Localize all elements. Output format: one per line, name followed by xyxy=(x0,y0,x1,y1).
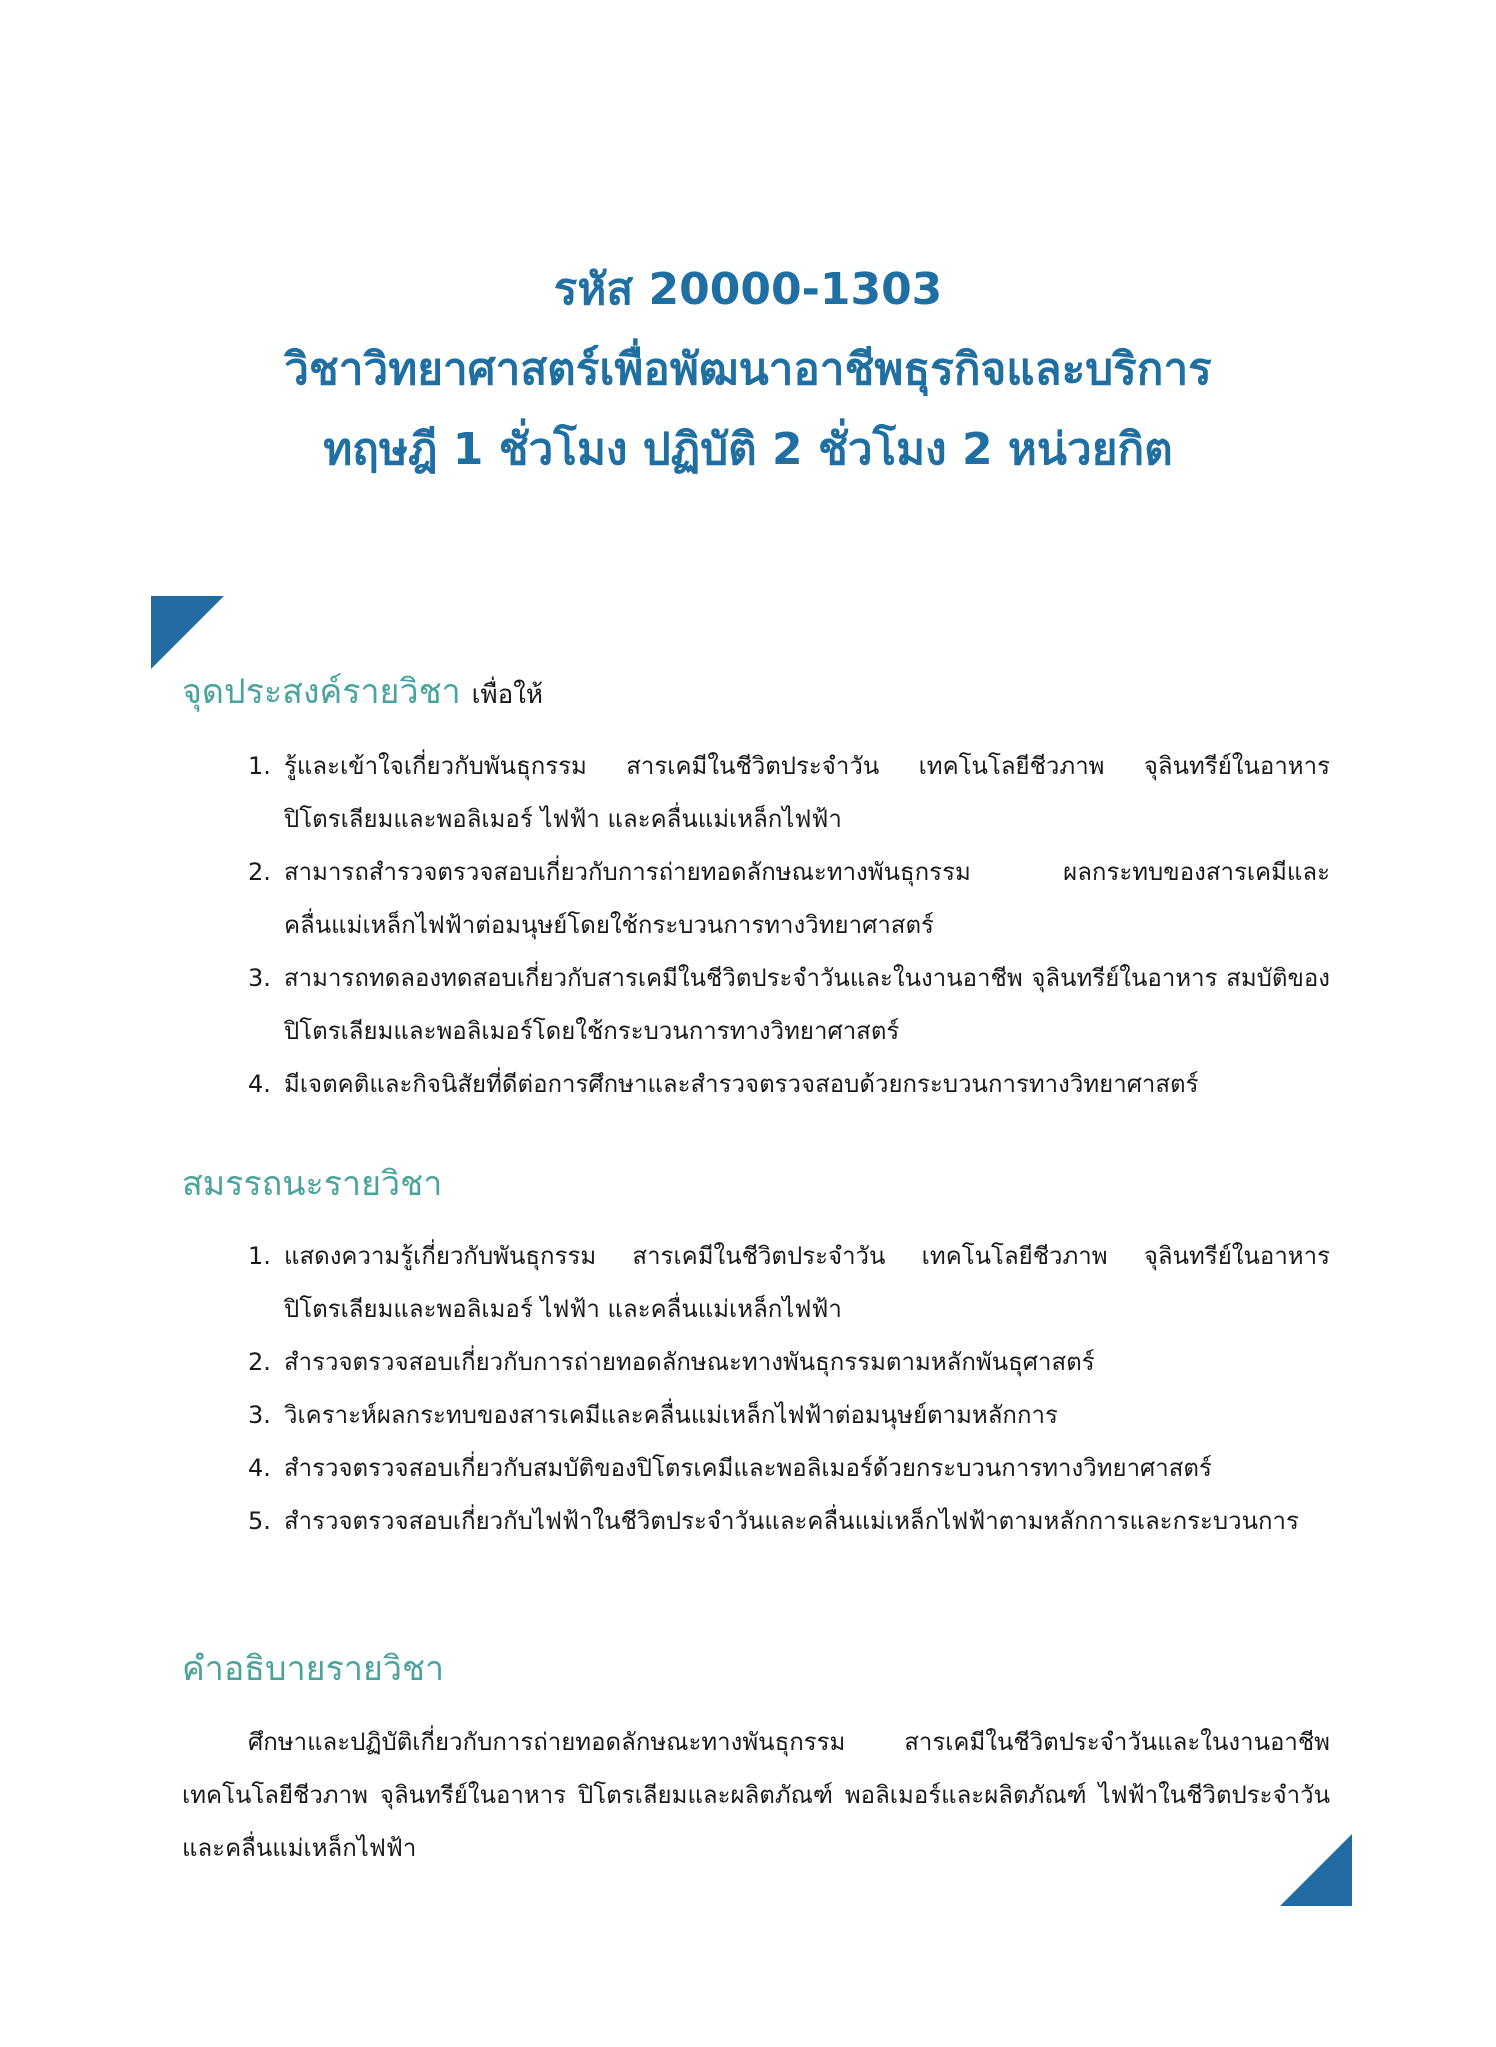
list-item-text: มีเจตคติและกิจนิสัยที่ดีต่อการศึกษาและสำรวจตรวจสอบด้วยกระบวนการทางวิทยาศาสตร์ xyxy=(284,1070,1199,1098)
list-item-text: รู้และเข้าใจเกี่ยวกับพันธุกรรม สารเคมีในชีวิตประจำวัน เทคโนโลยีชีวภาพ จุลินทรีย์ในอาหาร ปิโตรเลียมและพอลิเมอร์ ไฟฟ้า และคลื่นแม่เหล็กไฟฟ้า xyxy=(284,752,1330,833)
competencies-heading: สมรรถนะรายวิชา xyxy=(182,1164,443,1204)
list-item-number: 2. xyxy=(248,858,271,886)
list-item-text: สามารถทดลองทดสอบเกี่ยวกับสารเคมีในชีวิตประจำวันและในงานอาชีพ จุลินทรีย์ในอาหาร สมบัติของปิโตรเลียมและพอลิเมอร์โดยใช้กระบวนการทางวิทยาศาสตร์ xyxy=(284,964,1330,1045)
list-item xyxy=(248,952,1330,1058)
list-item xyxy=(248,1336,1330,1389)
list-item-number: 1. xyxy=(248,752,271,780)
list-item-number: 1. xyxy=(248,1242,271,1270)
list-item-number: 3. xyxy=(248,964,271,992)
list-item xyxy=(248,1495,1330,1548)
list-item-number: 2. xyxy=(248,1348,271,1376)
course-title-block xyxy=(0,250,1496,490)
list-item xyxy=(248,846,1330,952)
corner-triangle-bottom-right xyxy=(1280,1834,1352,1906)
corner-triangle-top-left xyxy=(151,596,224,669)
list-item-number: 4. xyxy=(248,1070,271,1098)
description-paragraph: ศึกษาและปฏิบัติเกี่ยวกับการถ่ายทอดลักษณะทางพันธุกรรม สารเคมีในชีวิตประจำวันและในงานอาชีพ เทคโนโลยีชีวภาพ จุลินทรีย์ในอาหาร ปิโตรเลียมและผลิตภัณฑ์ พอลิเมอร์และผลิตภัณฑ์ ไฟฟ้าในชีวิตประจำวัน และคลื่นแม่เหล็กไฟฟ้า xyxy=(182,1728,1330,1862)
objectives-heading-text: จุดประสงค์รายวิชา xyxy=(182,672,461,712)
objectives-list xyxy=(248,740,1330,1111)
objectives-heading xyxy=(182,668,543,719)
objectives-heading-suffix: เพื่อให้ xyxy=(471,680,544,710)
course-code: รหัส 20000-1303 xyxy=(553,264,943,315)
list-item xyxy=(248,1442,1330,1495)
list-item-text: แสดงความรู้เกี่ยวกับพันธุกรรม สารเคมีในชีวิตประจำวัน เทคโนโลยีชีวภาพ จุลินทรีย์ในอาหาร ปิโตรเลียมและพอลิเมอร์ ไฟฟ้า และคลื่นแม่เหล็กไฟฟ้า xyxy=(284,1242,1330,1323)
list-item-text: สำรวจตรวจสอบเกี่ยวกับการถ่ายทอดลักษณะทางพันธุกรรมตามหลักพันธุศาสตร์ xyxy=(284,1348,1095,1376)
description-heading: คำอธิบายรายวิชา xyxy=(182,1649,445,1689)
list-item-number: 3. xyxy=(248,1401,271,1429)
course-name: วิชาวิทยาศาสตร์เพื่อพัฒนาอาชีพธุรกิจและบริการ xyxy=(284,344,1212,395)
course-hours: ทฤษฎี 1 ชั่วโมง ปฏิบัติ 2 ชั่วโมง 2 หน่วยกิต xyxy=(323,424,1173,475)
list-item xyxy=(248,1389,1330,1442)
list-item xyxy=(248,1058,1330,1111)
list-item-text: วิเคราะห์ผลกระทบของสารเคมีและคลื่นแม่เหล็กไฟฟ้าต่อมนุษย์ตามหลักการ xyxy=(284,1401,1058,1429)
list-item-text: สามารถสำรวจตรวจสอบเกี่ยวกับการถ่ายทอดลักษณะทางพันธุกรรม ผลกระทบของสารเคมีและคลื่นแม่เหล็กไฟฟ้าต่อมนุษย์โดยใช้กระบวนการทางวิทยาศาสตร์ xyxy=(284,858,1330,939)
competencies-list xyxy=(248,1230,1330,1548)
list-item-number: 5. xyxy=(248,1507,271,1535)
list-item xyxy=(248,740,1330,846)
list-item xyxy=(248,1230,1330,1336)
list-item-text: สำรวจตรวจสอบเกี่ยวกับไฟฟ้าในชีวิตประจำวันและคลื่นแม่เหล็กไฟฟ้าตามหลักการและกระบวนการ xyxy=(284,1507,1299,1535)
list-item-number: 4. xyxy=(248,1454,271,1482)
list-item-text: สำรวจตรวจสอบเกี่ยวกับสมบัติของปิโตรเคมีและพอลิเมอร์ด้วยกระบวนการทางวิทยาศาสตร์ xyxy=(284,1454,1212,1482)
